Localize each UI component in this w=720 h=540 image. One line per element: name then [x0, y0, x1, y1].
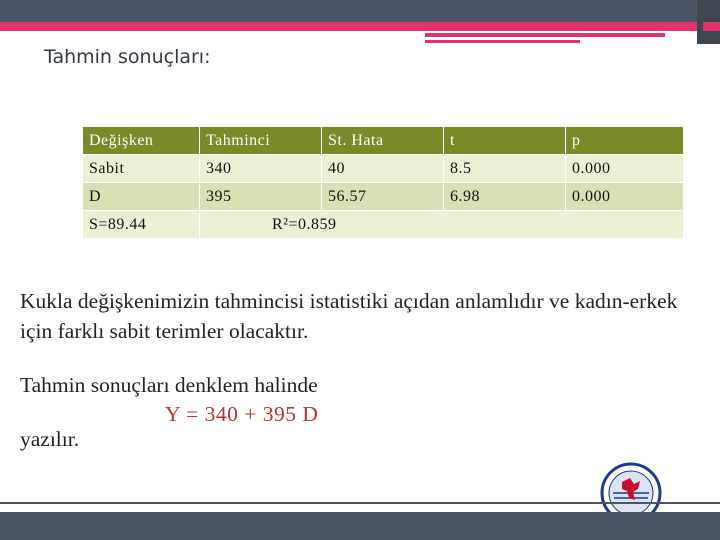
table-header-row [83, 127, 684, 155]
table-cell: 0.000 [566, 183, 684, 211]
table-row [83, 155, 684, 183]
slide-title: Tahmin sonuçları: [44, 46, 211, 68]
header-cell: St. Hata [322, 127, 444, 155]
top-bar [0, 0, 720, 22]
r-squared-cell: R²=0.859 [200, 211, 684, 239]
table-cell: 8.5 [444, 155, 566, 183]
table-cell: 40 [322, 155, 444, 183]
table-cell: D [83, 183, 200, 211]
table-cell: 395 [200, 183, 322, 211]
regression-equation: Y = 340 + 395 D [165, 402, 319, 426]
header-cell: p [566, 127, 684, 155]
table-cell: 6.98 [444, 183, 566, 211]
header-cell: Değişken [83, 127, 200, 155]
bottom-divider [0, 502, 720, 504]
table-footer-row [83, 211, 684, 239]
table-cell: 56.57 [322, 183, 444, 211]
top-accent-stripe [0, 22, 720, 31]
decorative-line [425, 33, 665, 37]
header-cell: t [444, 127, 566, 155]
header-cell: Tahminci [200, 127, 322, 155]
table-cell: Sabit [83, 155, 200, 183]
table-row [83, 183, 684, 211]
closing-text: yazılır. [20, 427, 80, 451]
results-table [82, 126, 684, 239]
table-cell: 340 [200, 155, 322, 183]
std-error-cell: S=89.44 [83, 211, 200, 239]
equation-intro-text: Tahmin sonuçları denklem halinde [20, 373, 318, 397]
interpretation-text: Kukla değişkenimizin tahmincisi istatistiki açıdan anlamlıdır ve kadın-erkek için farklı sabit terimler olacaktır. [20, 289, 678, 343]
corner-accent [703, 22, 720, 31]
bottom-bar [0, 512, 720, 540]
table-cell: 0.000 [566, 155, 684, 183]
decorative-line [425, 40, 580, 43]
